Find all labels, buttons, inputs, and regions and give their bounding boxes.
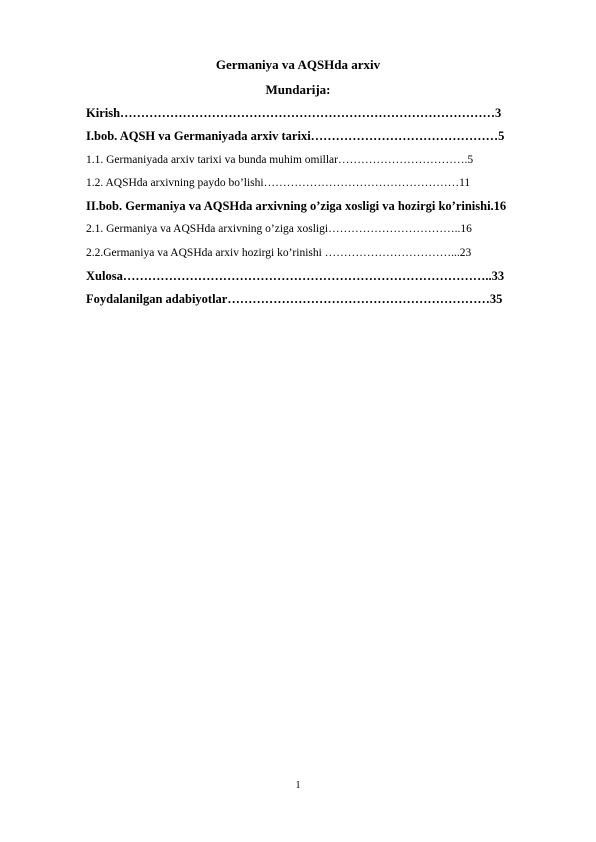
toc-entry-references: Foydalanilgan adabiyotlar………………………………………………………35	[86, 292, 503, 307]
toc-entry-section-2-1: 2.1. Germaniya va AQSHda arxivning o’ziga xosligi……………………………..16	[86, 223, 472, 236]
toc-entry-chapter-2: II.bob. Germaniya va AQSHda arxivning o’ziga xosligi va hozirgi ko’rinishi.16	[86, 199, 507, 214]
document-title: Germaniya va AQSHda arxiv	[215, 57, 381, 72]
toc-entry-section-2-2: 2.2.Germaniya va AQSHda arxiv hozirgi ko’rinishi ……………………………...23	[86, 246, 472, 259]
table-of-contents	[86, 102, 556, 312]
toc-heading: Mundarija:	[265, 82, 331, 97]
page-number: 1	[295, 780, 301, 791]
toc-entry-section-1-2: 1.2. AQSHda arxivning paydo bo’lishi……………………………………………11	[86, 176, 471, 189]
toc-entry-section-1-1: 1.1. Germaniyada arxiv tarixi va bunda muhim omillar…………………………….5	[86, 153, 474, 166]
toc-entry-xulosa: Xulosa……………………………………………………………………………..33	[86, 269, 505, 284]
toc-entry-chapter-1: I.bob. AQSH va Germaniyada arxiv tarixi………………………………………5	[86, 129, 505, 144]
toc-entry-kirish: Kirish………………………………………………………………………………3	[86, 106, 502, 120]
